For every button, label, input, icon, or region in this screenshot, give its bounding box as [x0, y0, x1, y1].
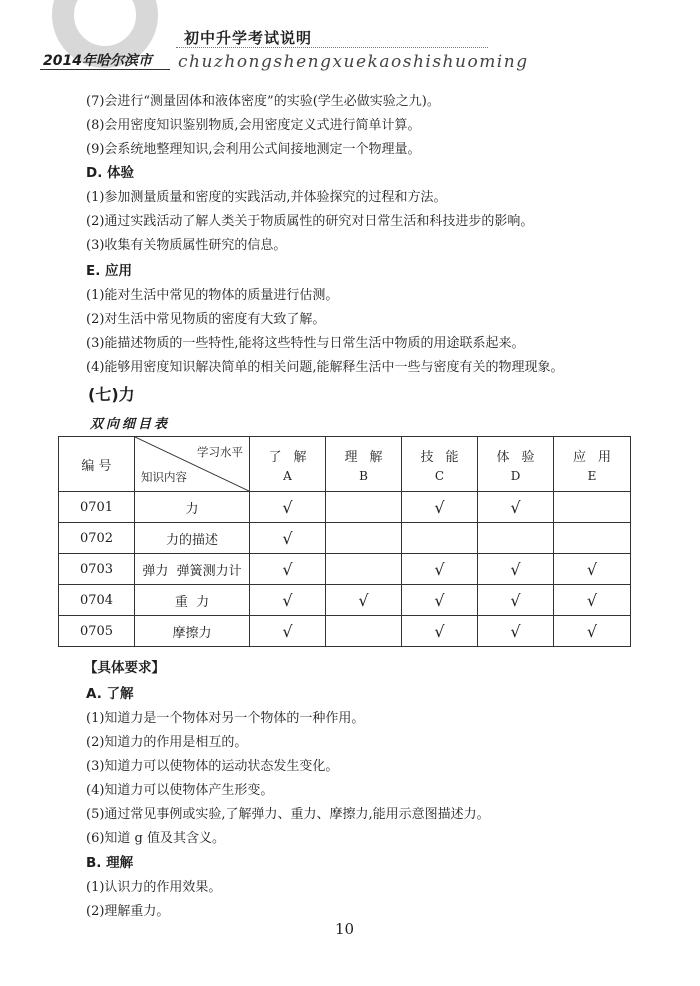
row-mark: √ [250, 585, 326, 616]
table-row [59, 554, 631, 585]
header-level-e [554, 437, 631, 492]
level-name: 理解 [344, 449, 395, 465]
row-id: 0703 [59, 554, 135, 585]
level-code: B [359, 468, 368, 483]
section-d-item: (3)收集有关物质属性研究的信息。 [86, 238, 287, 253]
level-code: A [283, 468, 292, 483]
row-mark: √ [250, 616, 326, 647]
section-a-item: (6)知道 g 值及其含义。 [86, 831, 226, 846]
section-a-item: (3)知道力可以使物体的运动状态发生变化。 [86, 759, 339, 774]
row-content: 摩擦力 [135, 616, 250, 647]
row-content: 力 [135, 492, 250, 523]
table-row [59, 585, 631, 616]
row-mark: √ [250, 492, 326, 523]
requirements-title: 【具体要求】 [84, 660, 165, 676]
section-d-item: (1)参加测量质量和密度的实践活动,并体验探究的过程和方法。 [86, 190, 447, 205]
row-mark [478, 523, 554, 554]
section-a-item: (1)知道力是一个物体对另一个物体的一种作用。 [86, 711, 365, 726]
section-e-item: (3)能描述物质的一些特性,能将这些特性与日常生活中物质的用途联系起来。 [86, 336, 525, 351]
row-mark: √ [402, 616, 478, 647]
section-d-heading: D. 体验 [86, 165, 135, 181]
row-mark: √ [402, 585, 478, 616]
level-code: E [587, 468, 597, 483]
level-code: D [510, 468, 521, 483]
row-mark: √ [402, 492, 478, 523]
intro-line: (7)会进行“测量固体和液体密度”的实验(学生必做实验之九)。 [86, 94, 440, 109]
section-e-item: (1)能对生活中常见的物体的质量进行估测。 [86, 288, 339, 303]
header-level-c [402, 437, 478, 492]
header-diagonal-cell [135, 437, 250, 492]
intro-line: (9)会系统地整理知识,会利用公式间接地测定一个物理量。 [86, 142, 421, 157]
row-id: 0701 [59, 492, 135, 523]
level-name: 技能 [420, 449, 471, 465]
row-content: 重 力 [135, 585, 250, 616]
intro-line: (8)会用密度知识鉴别物质,会用密度定义式进行简单计算。 [86, 118, 421, 133]
header-title: 初中升学考试说明 [184, 29, 313, 47]
row-mark: √ [478, 585, 554, 616]
level-name: 体验 [496, 449, 547, 465]
header-underline [40, 69, 170, 70]
row-mark [554, 523, 631, 554]
table-row [59, 616, 631, 647]
level-name: 应用 [572, 449, 623, 465]
row-id: 0702 [59, 523, 135, 554]
header-level-d [478, 437, 554, 492]
table-caption: 双向细目表 [90, 417, 171, 432]
section-a-item: (4)知道力可以使物体产生形变。 [86, 783, 274, 798]
header-pinyin: chuzhongshengxuekaoshishuoming [178, 52, 529, 72]
row-mark [326, 492, 402, 523]
row-content: 力的描述 [135, 523, 250, 554]
header-year: 2014年哈尔滨市 [43, 53, 152, 69]
header-level-a [250, 437, 326, 492]
row-mark [326, 554, 402, 585]
row-mark: √ [250, 554, 326, 585]
section-a-item: (2)知道力的作用是相互的。 [86, 735, 248, 750]
section-e-item: (2)对生活中常见物质的密度有大致了解。 [86, 312, 326, 327]
row-mark [326, 616, 402, 647]
header-dotted-rule [176, 47, 488, 48]
row-mark [554, 492, 631, 523]
section-e-heading: E. 应用 [86, 263, 133, 279]
row-id: 0704 [59, 585, 135, 616]
row-mark [402, 523, 478, 554]
chapter-title: (七)力 [88, 385, 135, 404]
section-e-item: (4)能够用密度知识解决简单的相关问题,能解释生活中一些与密度有关的物理现象。 [86, 360, 564, 375]
header-content-label: 知识内容 [141, 470, 187, 484]
table-header-row [59, 437, 631, 492]
row-mark: √ [554, 585, 631, 616]
header-level-b [326, 437, 402, 492]
level-code: C [434, 468, 445, 483]
row-id: 0705 [59, 616, 135, 647]
row-mark: √ [402, 554, 478, 585]
section-b-item: (2)理解重力。 [86, 904, 170, 919]
row-mark: √ [478, 492, 554, 523]
section-a-heading: A. 了解 [86, 686, 134, 702]
row-mark [326, 523, 402, 554]
table-row [59, 523, 631, 554]
two-way-spec-table [58, 436, 631, 647]
level-name: 了解 [268, 449, 319, 465]
row-mark: √ [554, 554, 631, 585]
row-mark: √ [478, 554, 554, 585]
table-row [59, 492, 631, 523]
row-mark: √ [478, 616, 554, 647]
section-b-heading: B. 理解 [86, 855, 134, 871]
row-mark: √ [326, 585, 402, 616]
section-d-item: (2)通过实践活动了解人类关于物质属性的研究对日常生活和科技进步的影响。 [86, 214, 534, 229]
row-mark: √ [250, 523, 326, 554]
header-number: 编 号 [59, 437, 135, 492]
page-number: 10 [335, 920, 355, 938]
row-content: 弹力 弹簧测力计 [135, 554, 250, 585]
header-level-label: 学习水平 [197, 445, 243, 459]
row-mark: √ [554, 616, 631, 647]
section-b-item: (1)认识力的作用效果。 [86, 880, 222, 895]
section-a-item: (5)通过常见事例或实验,了解弹力、重力、摩擦力,能用示意图描述力。 [86, 807, 490, 822]
